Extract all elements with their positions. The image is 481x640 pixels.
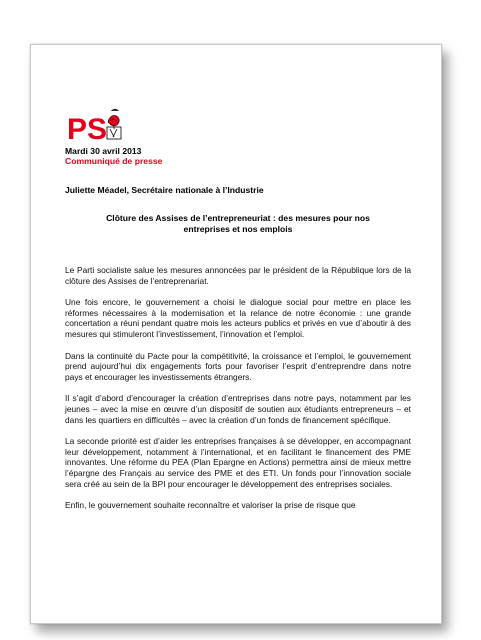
title-line-1: Clôture des Assises de l’entrepreneuriat : des mesures pour nos [106, 213, 370, 223]
ps-logo-text: PS [67, 113, 108, 145]
paragraph: Une fois encore, le gouvernement a choisi le dialogue social pour mettre en place les réformes nécessaires à la modernisation et la relance de notre économie : une grande concertation a réuni pendant quatre mois les acteurs publics et privés en vue d’aboutir à des mesures qui stimuleront l’investissement, l’innovation et l’emploi. [65, 297, 411, 339]
rose-icon [107, 109, 121, 139]
document-type: Communiqué de presse [65, 156, 163, 166]
ps-rose-logo [65, 105, 127, 145]
paragraph: Le Parti socialiste salue les mesures annoncées par le président de la République lors de la clôture des Assises de l’entreprenariat. [65, 265, 411, 286]
author-line: Juliette Méadel, Secrétaire nationale à l’Industrie [65, 185, 264, 195]
document-body [65, 265, 411, 522]
paragraph: Enfin, le gouvernement souhaite reconnaître et valoriser la prise de risque que [65, 500, 356, 511]
document-date: Mardi 30 avril 2013 [65, 146, 142, 156]
paragraph: La seconde priorité est d’aider les entreprises françaises à se développer, en accompagnant leur développement, notamment à l’international, et en facilitant le financement des PME innovantes. Une réforme du PEA (Plan Epargne en Actions) permettra ainsi de mieux mettre l’épargne des Français au service des PME et des ETI. Un fonds pour l’innovation sociale sera créé au sein de la BPI pour encourager le développement des entreprises sociales. [65, 436, 411, 489]
paragraph: Dans la continuité du Pacte pour la compétitivité, la croissance et l’emploi, le gouvernement prend aujourd’hui dix engagements forts pour favoriser l’esprit d’entreprendre dans notre pays et encourager les investissements étrangers. [65, 350, 411, 382]
title-line-2: entreprises et nos emplois [183, 224, 293, 234]
document-page [30, 44, 442, 624]
paragraph: Il s’agit d’abord d’encourager la création d’entreprises dans notre pays, notamment par les jeunes – avec la mise en œuvre d’un dispositif de soutien aux étudiants entrepreneurs – et dans les quartiers en difficultés – avec la création d’un fonds de financement spécifique. [65, 393, 411, 425]
document-title [65, 213, 411, 235]
